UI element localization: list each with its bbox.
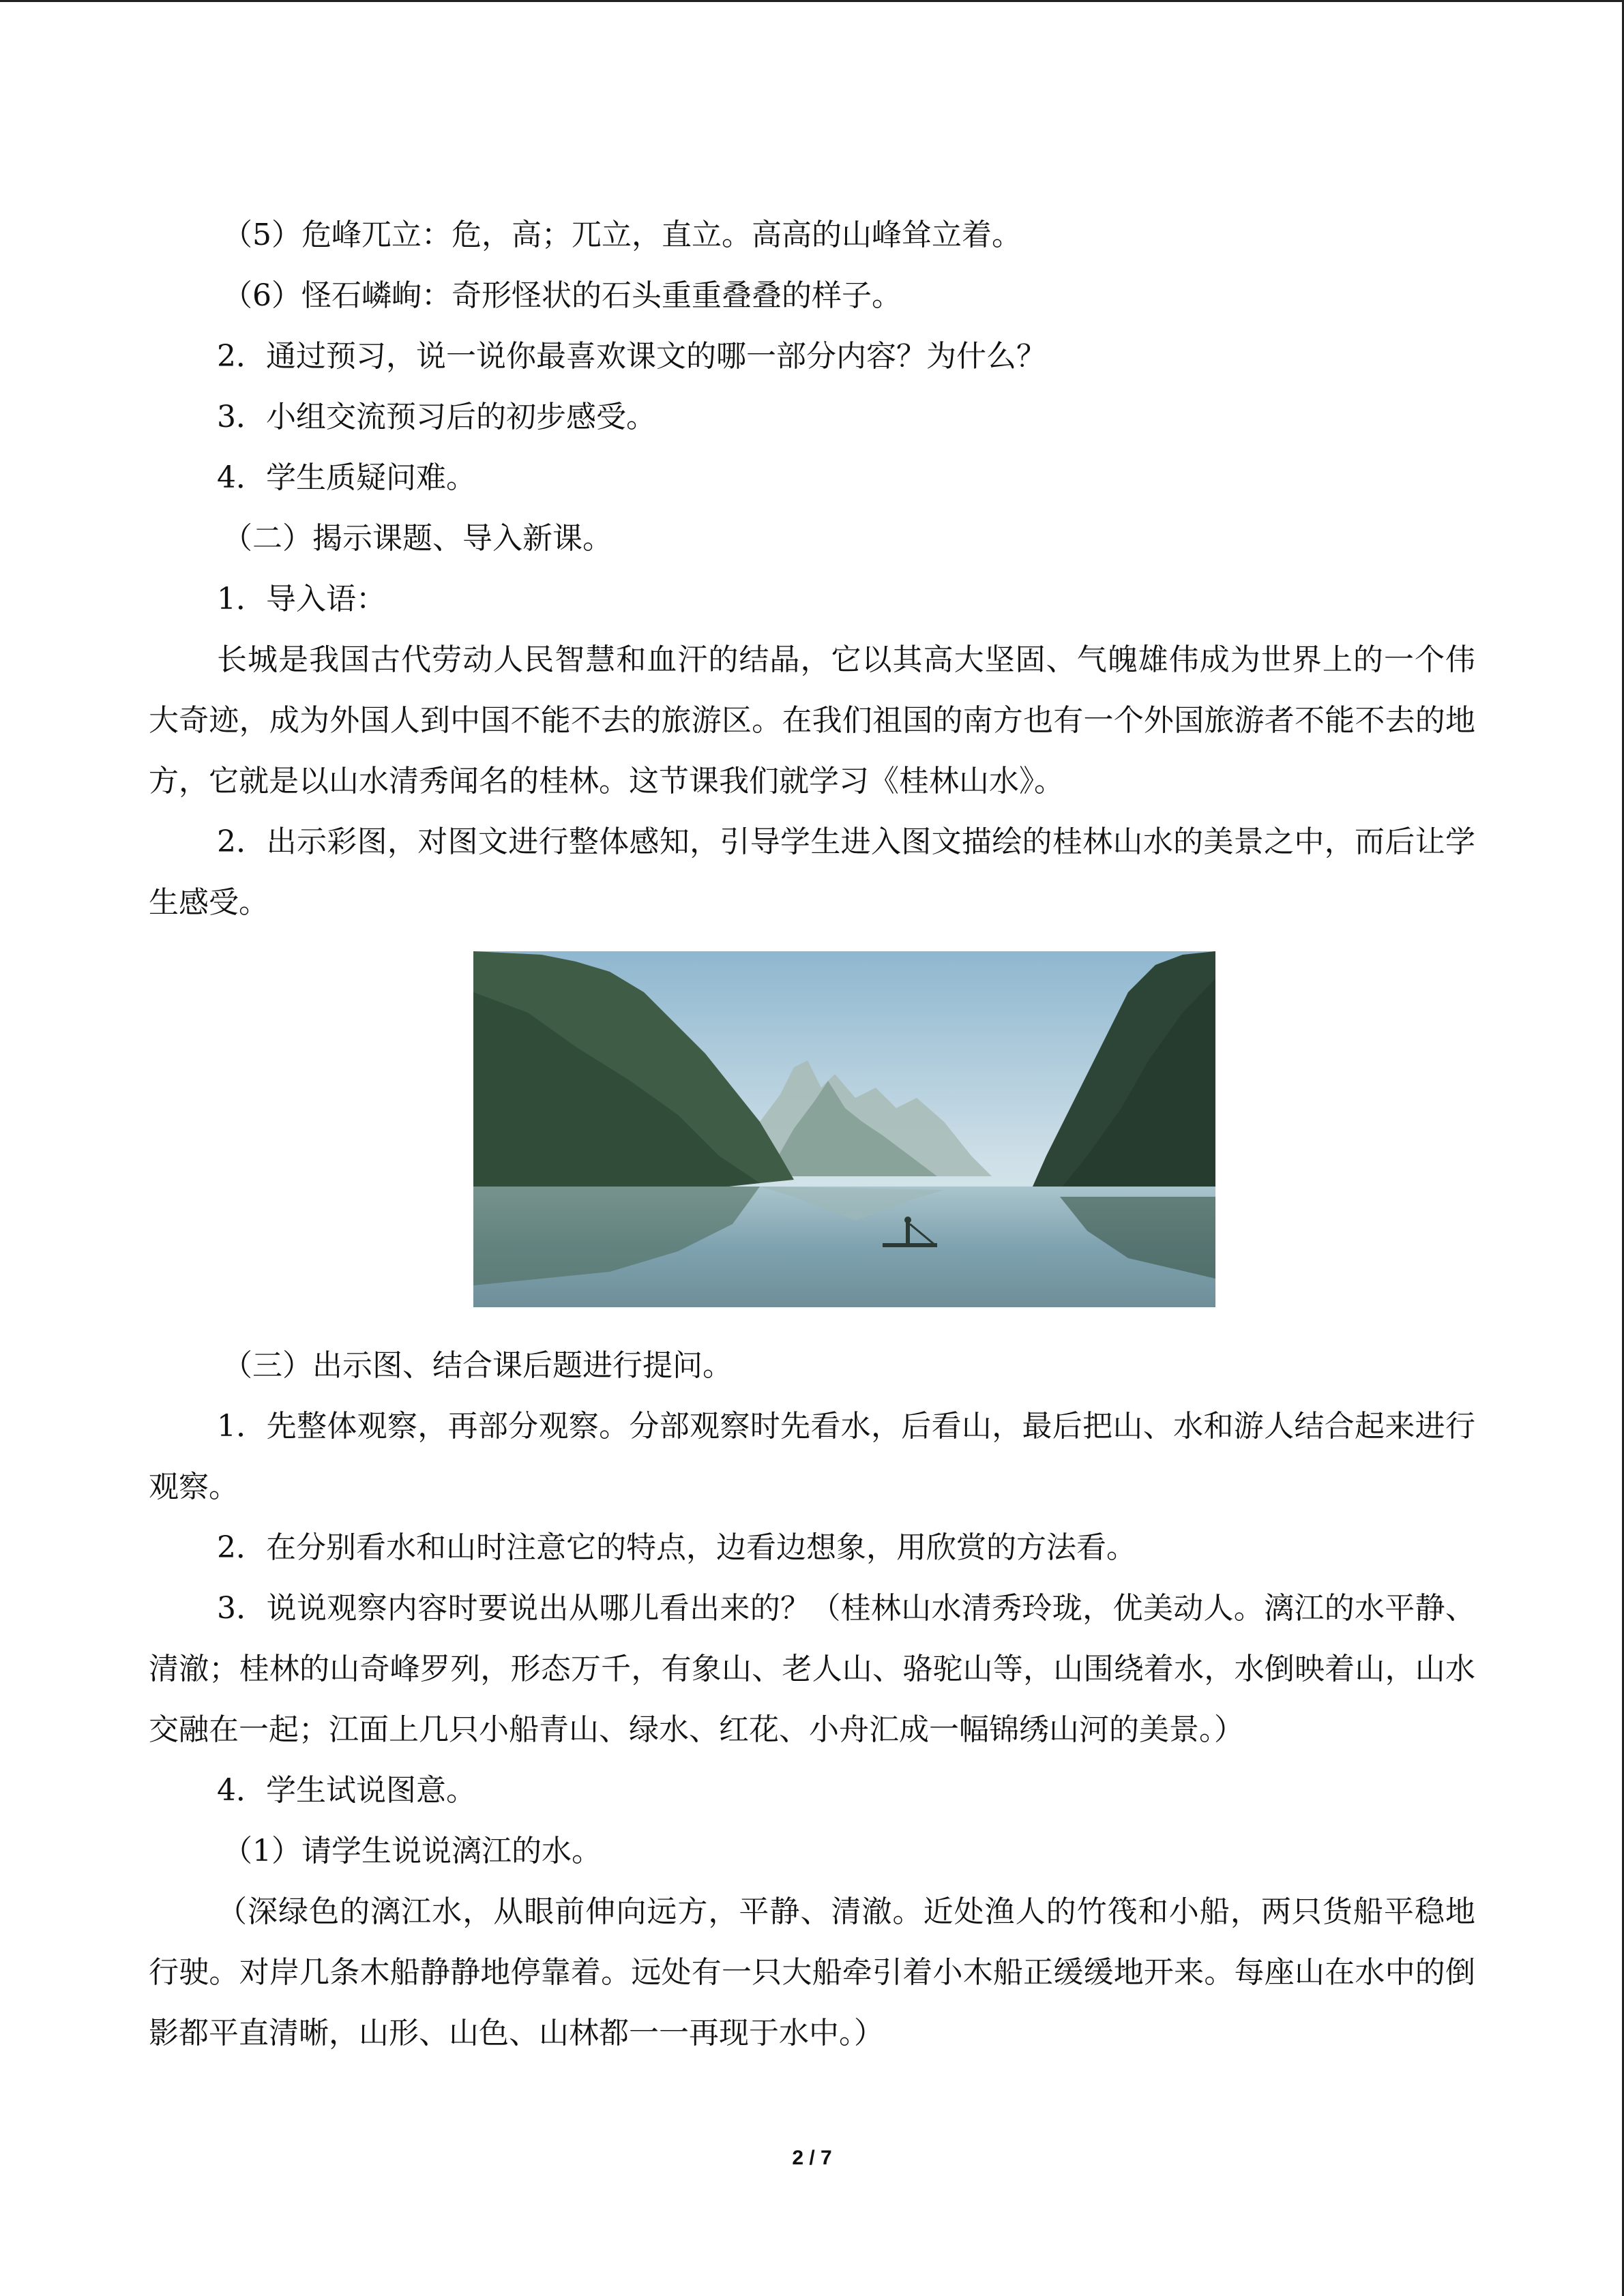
paragraph: （1）请学生说说漓江的水。 [222,1834,602,1868]
landscape-illustration [473,951,1215,1307]
bamboo-raft [883,1243,937,1247]
paragraph: 4．学生试说图意。 [217,1773,476,1808]
paragraph-group-bottom [149,1335,1475,2063]
boatman-head [904,1217,911,1223]
paragraph: 1．先整体观察，再部分观察。分部观察时先看水，后看山，最后把山、水和游人结合起来进行观察。 [149,1409,1475,1504]
paragraph: （深绿色的漓江水，从眼前伸向远方，平静、清澈。近处渔人的竹筏和小船，两只货船平稳地行驶。对岸几条木船静静地停靠着。远处有一只大船牵引着小木船正缓缓地开来。每座山在水中的倒影都平直清晰，山形、山色、山林都一一再现于水中。） [149,1894,1475,2051]
boatman [906,1223,910,1243]
landscape-photo [473,951,1215,1307]
paragraph: 3．小组交流预习后的初步感受。 [217,400,656,434]
paragraph: 1．导入语： [217,582,386,616]
paragraph: 2．通过预习，说一说你最喜欢课文的哪一部分内容？为什么？ [217,339,1046,374]
paragraph: 3．说说观察内容时要说出从哪儿看出来的？（桂林山水清秀玲珑，优美动人。漓江的水平静、清澈；桂林的山奇峰罗列，形态万千，有象山、老人山、骆驼山等，山围绕着水，水倒映着山，山水交融在一起；江面上几只小船青山、绿水、红花、小舟汇成一幅锦绣山河的美景。） [149,1591,1475,1747]
paragraph-group-top [149,205,1475,933]
paragraph: （三）出示图、结合课后题进行提问。 [222,1348,733,1383]
paragraph: 2．在分别看水和山时注意它的特点，边看边想象，用欣赏的方法看。 [217,1530,1136,1565]
paragraph: （5）危峰兀立：危，高；兀立，直立。高高的山峰耸立着。 [222,218,1022,252]
paragraph: （6）怪石嶙峋：奇形怪状的石头重重叠叠的样子。 [222,278,902,313]
page-number: 2 / 7 [792,2147,832,2169]
paragraph: （二）揭示课题、导入新课。 [222,521,612,556]
paragraph: 2．出示彩图，对图文进行整体感知，引导学生进入图文描绘的桂林山水的美景之中，而后让学生感受。 [149,824,1475,920]
figure [149,951,1475,1313]
document-body [149,205,1475,2063]
paragraph: 4．学生质疑问难。 [217,460,476,495]
paragraph: 长城是我国古代劳动人民智慧和血汗的结晶，它以其高大坚固、气魄雄伟成为世界上的一个伟大奇迹，成为外国人到中国不能不去的旅游区。在我们祖国的南方也有一个外国旅游者不能不去的地方，它就是以山水清秀闻名的桂林。这节课我们就学习《桂林山水》。 [149,642,1475,799]
